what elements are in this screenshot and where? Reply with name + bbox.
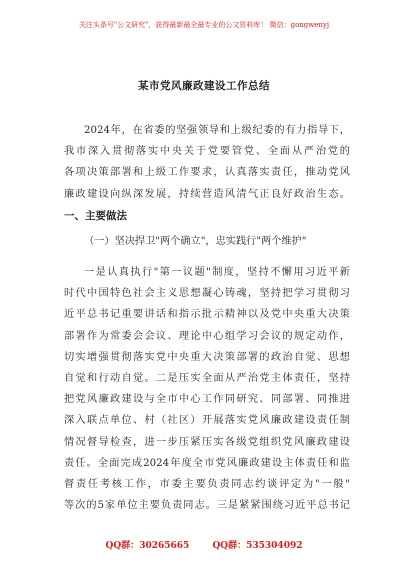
para-line: 近平总书记重要讲话和指示批示精神以及党中央重大决策 [64,309,350,321]
para-line: 责任。全面完成2024年度全市党风廉政建设主体责任和监 [64,457,350,469]
para-line: 部署作为常委会会议、理论中心组学习会议的规定动作， [64,330,350,342]
para-line: 督责任考核工作，市委主要负责同志约谈评定为"一般" [64,478,350,490]
section-heading: 一、主要做法 [64,210,127,222]
intro-line: 各项决策部署和上级工作要求，认真落实责任，推动党风 [64,167,350,179]
para-line: 情况督导检查，进一步压紧压实各级党组织党风廉政建设 [64,436,350,448]
footer-qq-group-1: QQ群：30265665 [105,541,190,551]
footer-qq-group-2: QQ群：535304092 [212,541,303,551]
para-line: 切实增强贯彻落实党中央重大决策部署的政治自觉、思想 [64,351,350,363]
para-line: 深入联点单位、村（社区）开展落实党风廉政建设责任制 [64,415,350,427]
promo-banner: 关注头条号"公文研究"，获得最新最全最专业的公文资料库！ 微信：gongwenyj [78,21,330,29]
footer-contact [0,538,408,551]
para-line: 等次的5家单位主要负责同志。三是紧紧围绕习近平总书记 [64,500,350,512]
subsection-heading: （一）坚决捍卫"两个确立"，忠实践行"两个维护" [84,236,307,247]
intro-line: 我市深入贯彻落实中央关于党要管党、全面从严治党的 [64,146,350,158]
intro-paragraph [64,120,350,205]
intro-line: 2024年，在省委的坚强领导和上级纪委的有力指导下， [84,125,350,136]
para-line: 时代中国特色社会主义思想凝心铸魂，坚持把学习贯彻习 [64,288,350,300]
intro-line: 廉政建设向纵深发展，持续营造风清气正良好政治生态。 [64,188,350,200]
para-line: 自觉和行动自觉。二是压实全面从严治党主体责任，坚持 [64,372,350,384]
para-line: 把党风廉政建设与全市中心工作同研究、同部署、同推进 [64,394,350,406]
document-title: 某市党风廉政建设工作总结 [138,80,270,92]
body-paragraph [64,262,350,516]
para-line: 一是认真执行"第一议题"制度，坚持不懈用习近平新 [84,267,350,278]
